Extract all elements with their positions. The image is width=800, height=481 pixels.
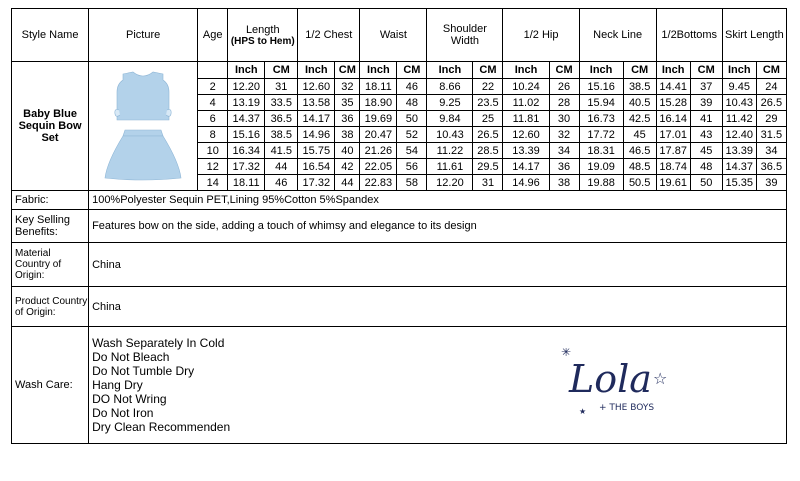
measure-cell: 17.87 (656, 143, 690, 159)
measure-cell: 16.73 (579, 111, 623, 127)
measure-cell: 44 (265, 159, 298, 175)
fabric-label: Fabric: (12, 191, 89, 210)
measure-cell: 14.96 (503, 175, 549, 191)
measure-cell: 21.26 (360, 143, 397, 159)
wash-line: Do Not Bleach (92, 350, 170, 364)
measure-cell: 15.28 (656, 95, 690, 111)
measure-cell: 24 (756, 79, 786, 95)
age-cell: 8 (198, 127, 228, 143)
selling-value: Features bow on the side, adding a touch of whimsy and elegance to its design (89, 210, 787, 243)
unit-inch: Inch (503, 62, 549, 79)
measure-cell: 22.83 (360, 175, 397, 191)
product-origin-row (12, 287, 787, 327)
logo-subtext: + THE BOYS (599, 403, 655, 413)
unit-inch: Inch (360, 62, 397, 79)
measure-cell: 10.43 (722, 95, 756, 111)
wash-care-cell (89, 327, 787, 444)
measure-cell: 36 (335, 111, 360, 127)
measure-cell: 16.14 (656, 111, 690, 127)
measure-cell: 56 (397, 159, 427, 175)
measure-cell: 23.5 (473, 95, 503, 111)
measure-cell: 19.61 (656, 175, 690, 191)
measure-cell: 36 (549, 159, 579, 175)
measure-cell: 35 (335, 95, 360, 111)
fabric-value: 100%Polyester Sequin PET,Lining 95%Cotton 5%Spandex (89, 191, 787, 210)
age-cell: 10 (198, 143, 228, 159)
spec-table (11, 8, 787, 444)
header-style-name: Style Name (12, 9, 89, 62)
header-skirt: Skirt Length (722, 9, 786, 62)
measure-cell: 29 (756, 111, 786, 127)
measure-cell: 15.75 (298, 143, 335, 159)
small-star-icon: ★ (579, 407, 587, 416)
measure-cell: 41.5 (265, 143, 298, 159)
measure-cell: 46 (397, 79, 427, 95)
measure-cell: 17.32 (298, 175, 335, 191)
unit-inch: Inch (656, 62, 690, 79)
measure-cell: 34 (756, 143, 786, 159)
unit-cm: CM (397, 62, 427, 79)
measure-cell: 12.20 (228, 79, 265, 95)
measure-cell: 11.02 (503, 95, 549, 111)
measure-cell: 15.16 (228, 127, 265, 143)
spec-sheet (11, 8, 787, 466)
measure-cell: 11.22 (427, 143, 473, 159)
measure-cell: 14.37 (722, 159, 756, 175)
measure-cell: 19.09 (579, 159, 623, 175)
measure-cell: 28.5 (473, 143, 503, 159)
measure-cell: 38.5 (623, 79, 656, 95)
measure-cell: 8.66 (427, 79, 473, 95)
top-garment (115, 72, 171, 120)
measure-cell: 45 (690, 143, 722, 159)
unit-inch: Inch (722, 62, 756, 79)
measure-cell: 50.5 (623, 175, 656, 191)
wash-line: Do Not Iron (92, 406, 154, 420)
measure-cell: 40 (335, 143, 360, 159)
measure-cell: 34 (549, 143, 579, 159)
measure-cell: 13.58 (298, 95, 335, 111)
measure-cell: 25 (473, 111, 503, 127)
measure-cell: 17.32 (228, 159, 265, 175)
measure-cell: 13.39 (503, 143, 549, 159)
measure-cell: 17.01 (656, 127, 690, 143)
header-length (228, 9, 298, 62)
selling-row (12, 210, 787, 243)
measure-cell: 12.60 (298, 79, 335, 95)
measure-cell: 12.20 (427, 175, 473, 191)
measure-cell: 54 (397, 143, 427, 159)
unit-inch: Inch (427, 62, 473, 79)
measure-cell: 10.43 (427, 127, 473, 143)
age-cell: 12 (198, 159, 228, 175)
unit-inch: Inch (579, 62, 623, 79)
material-origin-value: China (89, 243, 787, 287)
measure-cell: 38 (549, 175, 579, 191)
measure-cell: 15.16 (579, 79, 623, 95)
measure-cell: 41 (690, 111, 722, 127)
measure-cell: 17.72 (579, 127, 623, 143)
measure-cell: 36.5 (756, 159, 786, 175)
measure-cell: 46 (265, 175, 298, 191)
sparkle-icon: ✳ (561, 348, 572, 359)
measure-cell: 32 (335, 79, 360, 95)
material-origin-row (12, 243, 787, 287)
age-cell: 2 (198, 79, 228, 95)
wash-line: Dry Clean Recommenden (92, 420, 231, 434)
measure-cell: 14.17 (503, 159, 549, 175)
measure-cell: 22.05 (360, 159, 397, 175)
unit-row (12, 62, 787, 79)
measure-cell: 15.94 (579, 95, 623, 111)
measure-cell: 50 (690, 175, 722, 191)
measure-cell: 9.25 (427, 95, 473, 111)
header-shoulder: Shoulder Width (427, 9, 503, 62)
measure-cell: 14.37 (228, 111, 265, 127)
measure-cell: 38.5 (265, 127, 298, 143)
product-origin-value: China (89, 287, 787, 327)
measure-cell: 12.40 (722, 127, 756, 143)
measure-cell: 43 (690, 127, 722, 143)
measure-cell: 52 (397, 127, 427, 143)
star-icon: ☆ (653, 369, 668, 388)
unit-cm: CM (335, 62, 360, 79)
material-origin-label: Material Country of Origin: (12, 243, 89, 287)
header-hip: 1/2 Hip (503, 9, 579, 62)
unit-inch: Inch (298, 62, 335, 79)
measure-cell: 14.41 (656, 79, 690, 95)
unit-inch: Inch (228, 62, 265, 79)
measure-cell: 48 (397, 95, 427, 111)
unit-cm: CM (623, 62, 656, 79)
measure-cell: 16.34 (228, 143, 265, 159)
measure-cell: 40.5 (623, 95, 656, 111)
style-name: Baby Blue Sequin Bow Set (12, 62, 89, 191)
fabric-row (12, 191, 787, 210)
logo-text: Lola (569, 357, 652, 401)
measure-cell: 13.39 (722, 143, 756, 159)
header-waist: Waist (360, 9, 427, 62)
measure-cell: 18.11 (228, 175, 265, 191)
unit-cm: CM (690, 62, 722, 79)
measure-cell: 12.60 (503, 127, 549, 143)
wash-care-label: Wash Care: (12, 327, 89, 444)
measure-cell: 19.88 (579, 175, 623, 191)
header-neck: Neck Line (579, 9, 656, 62)
picture-cell (89, 62, 198, 191)
measure-cell: 18.11 (360, 79, 397, 95)
brand-logo (551, 348, 691, 418)
product-picture (89, 70, 197, 182)
measure-cell: 36.5 (265, 111, 298, 127)
measure-cell: 46.5 (623, 143, 656, 159)
product-origin-label: Product Country of Origin: (12, 287, 89, 327)
measure-cell: 22 (473, 79, 503, 95)
header-row (12, 9, 787, 62)
logo-graphic (551, 348, 691, 418)
measure-cell: 48.5 (623, 159, 656, 175)
measure-cell: 14.96 (298, 127, 335, 143)
measure-cell: 20.47 (360, 127, 397, 143)
garment-illustration (89, 70, 198, 182)
measure-cell: 38 (335, 127, 360, 143)
measure-cell: 37 (690, 79, 722, 95)
measure-cell: 50 (397, 111, 427, 127)
measure-cell: 18.74 (656, 159, 690, 175)
wash-line: Hang Dry (92, 378, 143, 392)
age-cell: 6 (198, 111, 228, 127)
header-length-label: Length (245, 23, 280, 36)
measure-cell: 18.90 (360, 95, 397, 111)
measure-cell: 42.5 (623, 111, 656, 127)
age-cell: 4 (198, 95, 228, 111)
measure-cell: 45 (623, 127, 656, 143)
measure-cell: 15.35 (722, 175, 756, 191)
measure-cell: 31.5 (756, 127, 786, 143)
measure-cell: 39 (756, 175, 786, 191)
measure-cell: 42 (335, 159, 360, 175)
wash-care-row (12, 327, 787, 444)
measure-cell: 26.5 (756, 95, 786, 111)
header-chest: 1/2 Chest (298, 9, 360, 62)
measure-cell: 28 (549, 95, 579, 111)
wash-line: Do Not Tumble Dry (92, 364, 195, 378)
measure-cell: 19.69 (360, 111, 397, 127)
measure-cell: 26.5 (473, 127, 503, 143)
measure-cell: 31 (265, 79, 298, 95)
unit-cm: CM (756, 62, 786, 79)
measure-cell: 39 (690, 95, 722, 111)
header-age: Age (198, 9, 228, 62)
measure-cell: 44 (335, 175, 360, 191)
unit-cm: CM (473, 62, 503, 79)
measure-cell: 33.5 (265, 95, 298, 111)
header-length-note: (HPS to Hem) (230, 35, 295, 47)
measure-cell: 9.84 (427, 111, 473, 127)
selling-label: Key Selling Benefits: (12, 210, 89, 243)
measure-cell: 32 (549, 127, 579, 143)
measure-cell: 11.42 (722, 111, 756, 127)
wash-line: Wash Separately In Cold (92, 336, 225, 350)
wash-line: DO Not Wring (92, 392, 167, 406)
measure-cell: 29.5 (473, 159, 503, 175)
unit-age (198, 62, 228, 79)
measure-cell: 14.17 (298, 111, 335, 127)
age-cell: 14 (198, 175, 228, 191)
measure-cell: 58 (397, 175, 427, 191)
measure-cell: 18.31 (579, 143, 623, 159)
measure-cell: 11.61 (427, 159, 473, 175)
measure-cell: 10.24 (503, 79, 549, 95)
unit-cm: CM (265, 62, 298, 79)
measure-cell: 11.81 (503, 111, 549, 127)
measure-cell: 30 (549, 111, 579, 127)
measure-cell: 26 (549, 79, 579, 95)
header-bottoms: 1/2Bottoms (656, 9, 722, 62)
measure-cell: 31 (473, 175, 503, 191)
unit-cm: CM (549, 62, 579, 79)
measure-cell: 16.54 (298, 159, 335, 175)
measure-cell: 13.19 (228, 95, 265, 111)
measure-cell: 48 (690, 159, 722, 175)
header-picture: Picture (89, 9, 198, 62)
measure-cell: 9.45 (722, 79, 756, 95)
skirt-garment (105, 130, 181, 180)
